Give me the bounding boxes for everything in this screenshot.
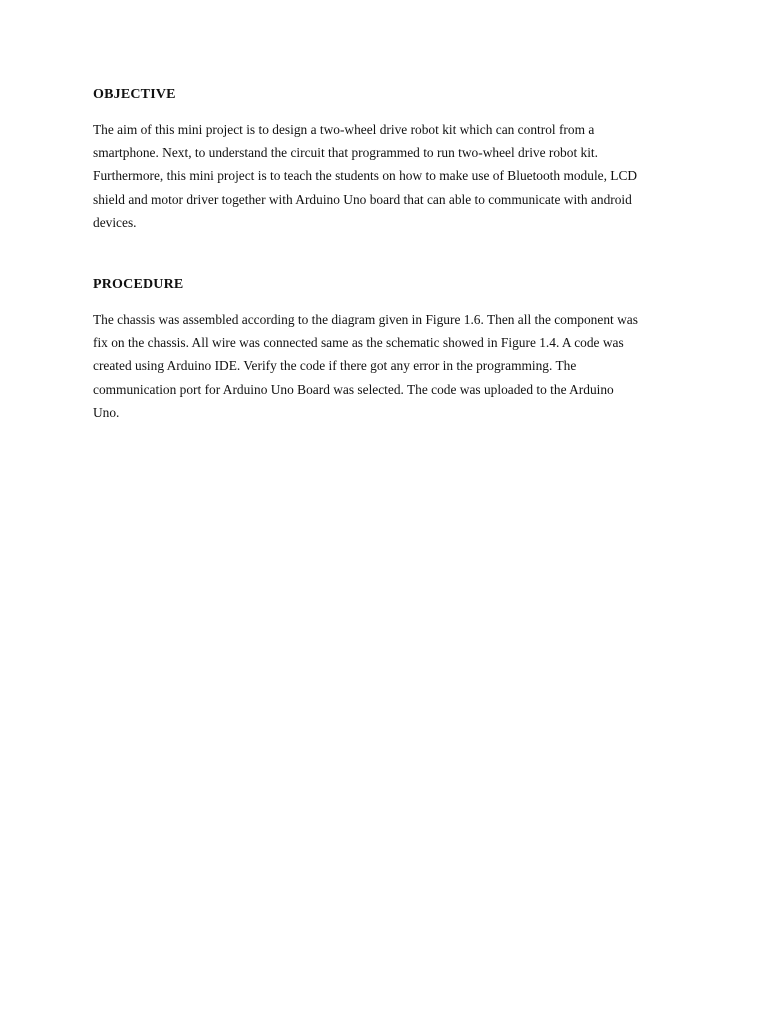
procedure-section [93,276,678,424]
objective-paragraph [93,118,678,234]
procedure-paragraph [93,308,678,424]
paragraph-line: The aim of this mini project is to design a two-wheel drive robot kit which can control from a [93,122,595,137]
paragraph-line: fix on the chassis. All wire was connected same as the schematic showed in Figure 1.4. A code was [93,335,624,351]
paragraph-line: communication port for Arduino Uno Board was selected. The code was uploaded to the Arduino [93,381,614,397]
paragraph-line: devices. [93,214,137,230]
objective-heading: OBJECTIVE [93,87,176,102]
paragraph-line: The chassis was assembled according to the diagram given in Figure 1.6. Then all the component was [93,312,638,327]
paragraph-line: smartphone. Next, to understand the circuit that programmed to run two-wheel drive robot kit. [93,145,598,161]
paragraph-line: Uno. [93,404,120,420]
paragraph-line: shield and motor driver together with Arduino Uno board that can able to communicate with android [93,191,632,207]
paragraph-line: Furthermore, this mini project is to teach the students on how to make use of Bluetooth module, LCD [93,168,638,184]
paragraph-line: created using Arduino IDE. Verify the code if there got any error in the programming. The [93,358,577,374]
objective-section [93,86,678,234]
procedure-heading: PROCEDURE [93,277,184,292]
